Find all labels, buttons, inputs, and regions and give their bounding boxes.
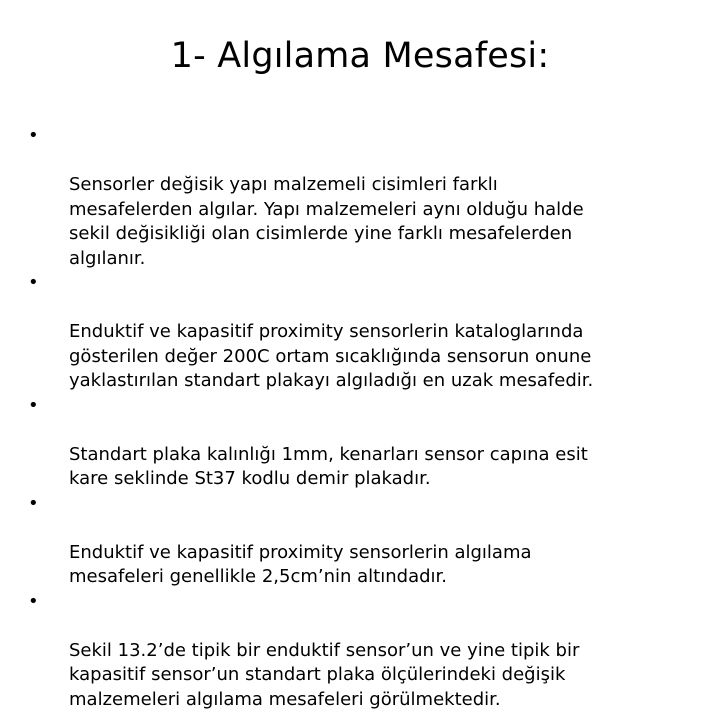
bullet-item (28, 271, 696, 394)
bullet-text: Standart plaka kalınlığı 1mm, kenarları sensor capına esit kare seklinde St37 kodlu demir plakadır. (69, 444, 588, 490)
bullet-list (28, 124, 696, 712)
bullet-item (28, 492, 696, 590)
bullet-dot-icon: • (28, 271, 48, 296)
bullet-text: Enduktif ve kapasitif proximity sensorlerin algılama mesafeleri genellikle 2,5cm’nin altındadır. (69, 542, 532, 588)
bullet-item (28, 394, 696, 492)
bullet-dot-icon: • (28, 590, 48, 615)
slide-title: 1- Algılama Mesafesi: (0, 34, 720, 78)
bullet-text: Sensorler değisik yapı malzemeli cisimleri farklı mesafelerden algılar. Yapı malzemeleri aynı olduğu halde sekil değisikliği olan cisimlerde yine farklı mesafelerden algılanır. (69, 174, 584, 269)
bullet-dot-icon: • (28, 124, 48, 149)
bullet-text: Enduktif ve kapasitif proximity sensorlerin kataloglarında gösterilen değer 200C ortam sıcaklığında sensorun onune yaklastırılan standart plakayı algıladığı en uzak mesafedir. (69, 321, 593, 391)
bullet-dot-icon: • (28, 394, 48, 419)
bullet-text: Sekil 13.2’de tipik bir enduktif sensor’un ve yine tipik bir kapasitif sensor’un standart plaka ölçülerindeki değişik malzemeleri algılama mesafeleri görülmektedir. (69, 640, 579, 710)
bullet-item (28, 124, 696, 271)
bullet-dot-icon: • (28, 492, 48, 517)
bullet-item (28, 590, 696, 712)
